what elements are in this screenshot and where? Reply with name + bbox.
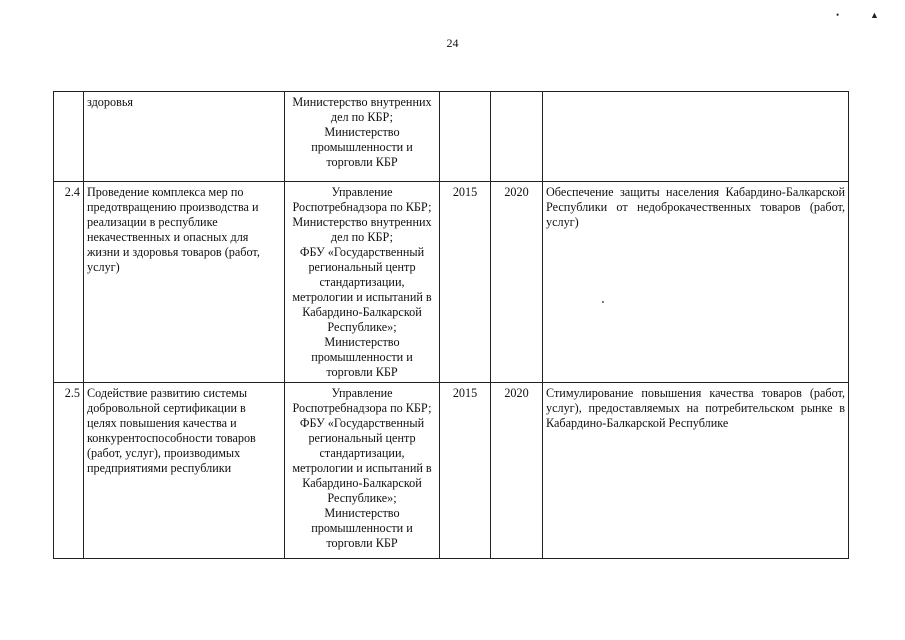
text-line: конкурентоспособности товаров (87, 431, 256, 445)
executors (285, 383, 440, 559)
text-line: здоровья (87, 95, 133, 109)
text-line: торговли КБР (326, 155, 398, 169)
text-line: региональный центр (308, 260, 416, 274)
text-line: предотвращению производства и (87, 200, 259, 214)
text-line: метрологии и испытаний в (292, 290, 432, 304)
text-line: метрологии и испытаний в (292, 461, 432, 475)
text-line: Министерство (324, 506, 400, 520)
text-line: ФБУ «Государственный (299, 245, 425, 259)
text-line: реализации в республике (87, 215, 218, 229)
item-number: 2.5 (54, 383, 84, 559)
text-line: дел по КБР; (330, 110, 394, 124)
text-line: Проведение комплекса мер по (87, 185, 244, 199)
text-line: Министерство (324, 335, 400, 349)
text-line: жизни и здоровья товаров (работ, (87, 245, 260, 259)
text-line: Содействие развитию системы (87, 386, 248, 400)
text-line: Кабардино-Балкарской (302, 476, 422, 490)
item-number: 2.4 (54, 182, 84, 383)
text-line: ФБУ «Государственный (299, 416, 425, 430)
text-line: Министерство внутренних (292, 95, 432, 109)
text-line: Министерство внутренних (292, 215, 432, 229)
text-line: Управление (331, 185, 393, 199)
end-year: 2020 (491, 383, 543, 559)
text-line: добровольной сертификации в (87, 401, 246, 415)
text-line: Кабардино-Балкарской (302, 305, 422, 319)
measure-title (84, 92, 285, 182)
scan-mark: ▲ (870, 10, 879, 20)
measure-title (84, 383, 285, 559)
text-line: дел по КБР; (330, 230, 394, 244)
end-year: 2020 (491, 182, 543, 383)
table-row (54, 383, 849, 559)
text-line: торговли КБР (326, 536, 398, 550)
table-row (54, 182, 849, 383)
start-year: 2015 (440, 182, 491, 383)
text-line: Республике»; (327, 491, 397, 505)
scan-mark: • (836, 10, 840, 20)
text-line: стандартизации, (319, 446, 405, 460)
text-line: Роспотребнадзора по КБР; (292, 401, 432, 415)
expected-result (543, 92, 849, 182)
measure-title (84, 182, 285, 383)
text-line: региональный центр (308, 431, 416, 445)
text-line: (работ, услуг), производимых (87, 446, 241, 460)
start-year: 2015 (440, 383, 491, 559)
measures-table (53, 91, 849, 559)
text-line: промышленности и (311, 140, 413, 154)
start-year (440, 92, 491, 182)
executors (285, 182, 440, 383)
text-line: Республике»; (327, 320, 397, 334)
expected-result: Стимулирование повышения качества товаров (работ, услуг), предоставляемых на потребительском рынке в Кабардино-Балкарской Республике (543, 383, 849, 559)
text-line: промышленности и (311, 521, 413, 535)
text-line: некачественных и опасных для (87, 230, 249, 244)
text-line: услуг) (87, 260, 120, 274)
text-line: целях повышения качества и (87, 416, 237, 430)
text-line: Управление (331, 386, 393, 400)
table-row (54, 92, 849, 182)
text-line: Министерство (324, 125, 400, 139)
executors (285, 92, 440, 182)
expected-result: Обеспечение защиты населения Кабардино-Балкарской Республики от недоброкачественных товаров (работ, услуг) (543, 182, 849, 383)
text-line: торговли КБР (326, 365, 398, 379)
page-number: 24 (446, 36, 459, 50)
item-number (54, 92, 84, 182)
text-line: стандартизации, (319, 275, 405, 289)
text-line: предприятиями республики (87, 461, 232, 475)
text-line: промышленности и (311, 350, 413, 364)
text-line: Роспотребнадзора по КБР; (292, 200, 432, 214)
end-year (491, 92, 543, 182)
